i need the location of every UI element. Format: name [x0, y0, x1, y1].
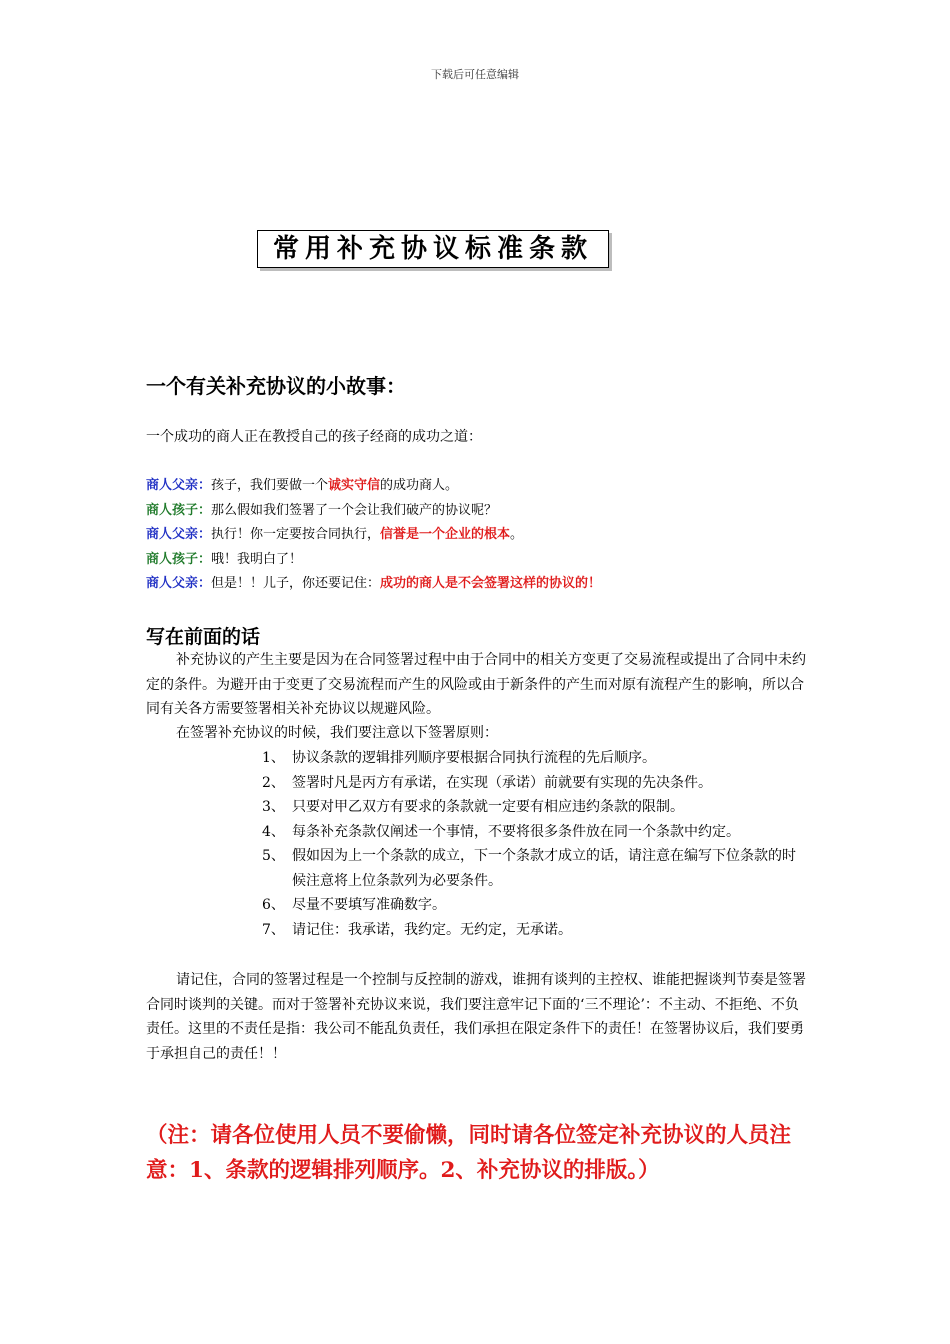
speaker-father: 商人父亲： — [146, 527, 212, 542]
list-number: 5、 — [262, 848, 285, 864]
dialogue-highlight: 信誉是一个企业的根本 — [380, 527, 511, 542]
dialogue-text: 那么假如我们签署了一个会让我们破产的协议呢？ — [211, 502, 498, 518]
dialogue-tail: 。 — [510, 527, 524, 542]
principles-list — [262, 746, 808, 942]
speaker-child: 商人孩子： — [146, 551, 212, 567]
speaker-father: 商人父亲： — [146, 478, 212, 493]
speaker-father: 商人父亲： — [146, 576, 212, 591]
dialogue-line — [146, 572, 601, 597]
preface-heading: 写在前面的话 — [146, 626, 261, 648]
story-intro: 一个成功的商人正在教授自己的孩子经商的成功之道： — [146, 429, 482, 445]
dialogue-text: 哦！我明白了！ — [211, 551, 303, 567]
list-number: 6、 — [262, 897, 285, 913]
list-item — [262, 844, 808, 893]
list-number: 4、 — [262, 823, 285, 840]
speaker-child: 商人孩子： — [146, 502, 212, 518]
closing-paragraph: 请记住，合同的签署过程是一个控制与反控制的游戏，谁拥有谈判的主控权、谁能把握谈判节奏是签署合同时谈判的关键。而对于签署补充协议来说，我们要注意牢记下面的‘三不理论’：不主动、不拒绝、不负责任。这里的不责任是指：我公司不能乱负责任，我们承担在限定条件下的责任！在签署协议后，我们要勇于承担自己的责任！！ — [146, 972, 806, 1062]
page-title: 常用补充协议标准条款 — [257, 230, 609, 268]
dialogue-text: 执行！你一定要按合同执行， — [211, 527, 381, 542]
dialogue-text: 孩子，我们要做一个 — [211, 478, 329, 493]
dialogue-line — [146, 548, 601, 573]
list-item — [262, 893, 808, 918]
dialogue-highlight: 诚实守信 — [328, 478, 381, 493]
list-text: 只要对甲乙双方有要求的条款就一定要有相应违约条款的限制。 — [292, 799, 684, 815]
list-item — [262, 771, 808, 796]
dialogue-text: 但是！！儿子，你还要记住： — [211, 576, 381, 591]
list-text: 尽量不要填写准确数字。 — [292, 897, 446, 913]
list-number: 3、 — [262, 799, 285, 815]
list-text: 假如因为上一个条款的成立，下一个条款才成立的话，请注意在编写下位条款的时候注意将上位条款列为必要条件。 — [292, 848, 796, 889]
dialogue-line — [146, 499, 601, 524]
dialogue — [146, 474, 601, 597]
list-text: 请记住：我承诺，我约定。无约定，无承诺。 — [292, 921, 572, 938]
dialogue-highlight: 成功的商人是不会签署这样的协议的！ — [380, 576, 602, 591]
header-note: 下载后可任意编辑 — [431, 68, 519, 81]
list-text: 每条补充条款仅阐述一个事情，不要将很多条件放在同一个条款中约定。 — [292, 823, 740, 840]
dialogue-line — [146, 474, 601, 499]
list-number: 7、 — [262, 921, 285, 938]
preface-paragraph: 补充协议的产生主要是因为在合同签署过程中由于合同中的相关方变更了交易流程或提出了合同中未约定的条件。为避开由于变更了交易流程而产生的风险或由于新条件的产生而对原有流程产生的影响，所以合同有关各方需要签署相关补充协议以规避风险。 — [146, 652, 806, 717]
list-item — [262, 918, 808, 943]
list-text: 协议条款的逻辑排列顺序要根据合同执行流程的先后顺序。 — [292, 750, 656, 766]
story-heading: 一个有关补充协议的小故事： — [146, 374, 406, 398]
dialogue-line — [146, 523, 601, 548]
list-number: 1、 — [262, 750, 285, 766]
note-warning: （注：请各位使用人员不要偷懒，同时请各位签定补充协议的人员注意：1、条款的逻辑排列顺序。2、补充协议的排版。） — [146, 1123, 792, 1183]
list-item — [262, 746, 808, 771]
list-text: 签署时凡是丙方有承诺，在实现（承诺）前就要有实现的先决条件。 — [292, 774, 712, 791]
dialogue-tail: 的成功商人。 — [380, 478, 459, 493]
principles-intro: 在签署补充协议的时候，我们要注意以下签署原则： — [176, 725, 498, 741]
list-number: 2、 — [262, 774, 285, 791]
list-item — [262, 795, 808, 820]
list-item — [262, 820, 808, 845]
